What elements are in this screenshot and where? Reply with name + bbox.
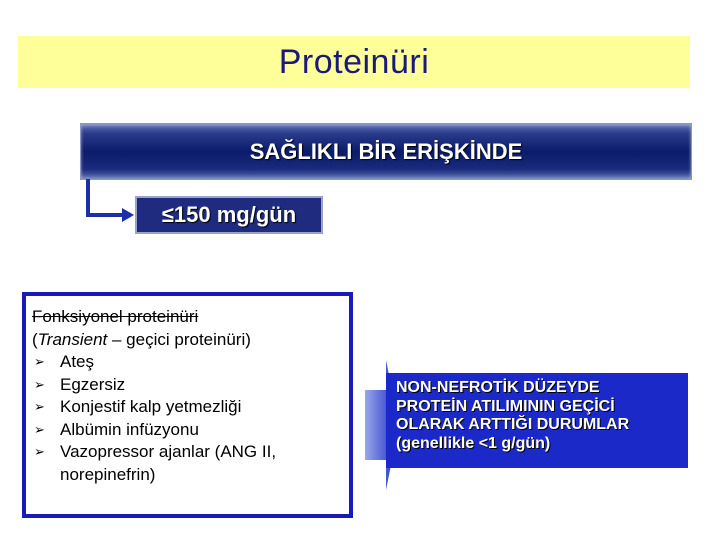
value-label: ≤150 mg/gün [161,202,297,227]
functional-proteinuria-box [22,292,353,518]
list-item: ➢ Vazopressor ajanlar (ANG II, norepinefrin) [34,442,277,484]
header-label: SAĞLIKLI BİR ERİŞKİNDE [249,138,523,164]
arrow-bullet-icon: ➢ [34,444,45,459]
list-item: ➢ Egzersiz [32,374,330,397]
list-item: ➢ Albümin infüzyonu [32,419,330,442]
result-box [386,373,688,468]
header-box [80,123,692,180]
list-subheading: (Transient – geçici proteinüri) [32,329,251,349]
arrow-bullet-icon: ➢ [34,376,45,392]
arrow-bullet-icon: ➢ [34,399,45,414]
slide-title: Proteinüri [278,42,430,81]
functional-list [32,306,330,486]
arrow-bullet-icon: ➢ [34,421,45,437]
arrow-bullet-icon: ➢ [34,354,45,369]
list-item: ➢ Konjestif kalp yetmezliği [32,396,330,419]
result-label: NON-NEFROTİK DÜZEYDE PROTEİN ATILIMININ GEÇİCİ OLARAK ARTTIĞI DURUMLAR (genellikle <1 g/gün) [396,379,630,452]
value-box [135,196,323,234]
list-heading: Fonksiyonel proteinüri [32,307,199,326]
title-bar [18,36,690,88]
list-item: ➢ Ateş [32,351,330,374]
